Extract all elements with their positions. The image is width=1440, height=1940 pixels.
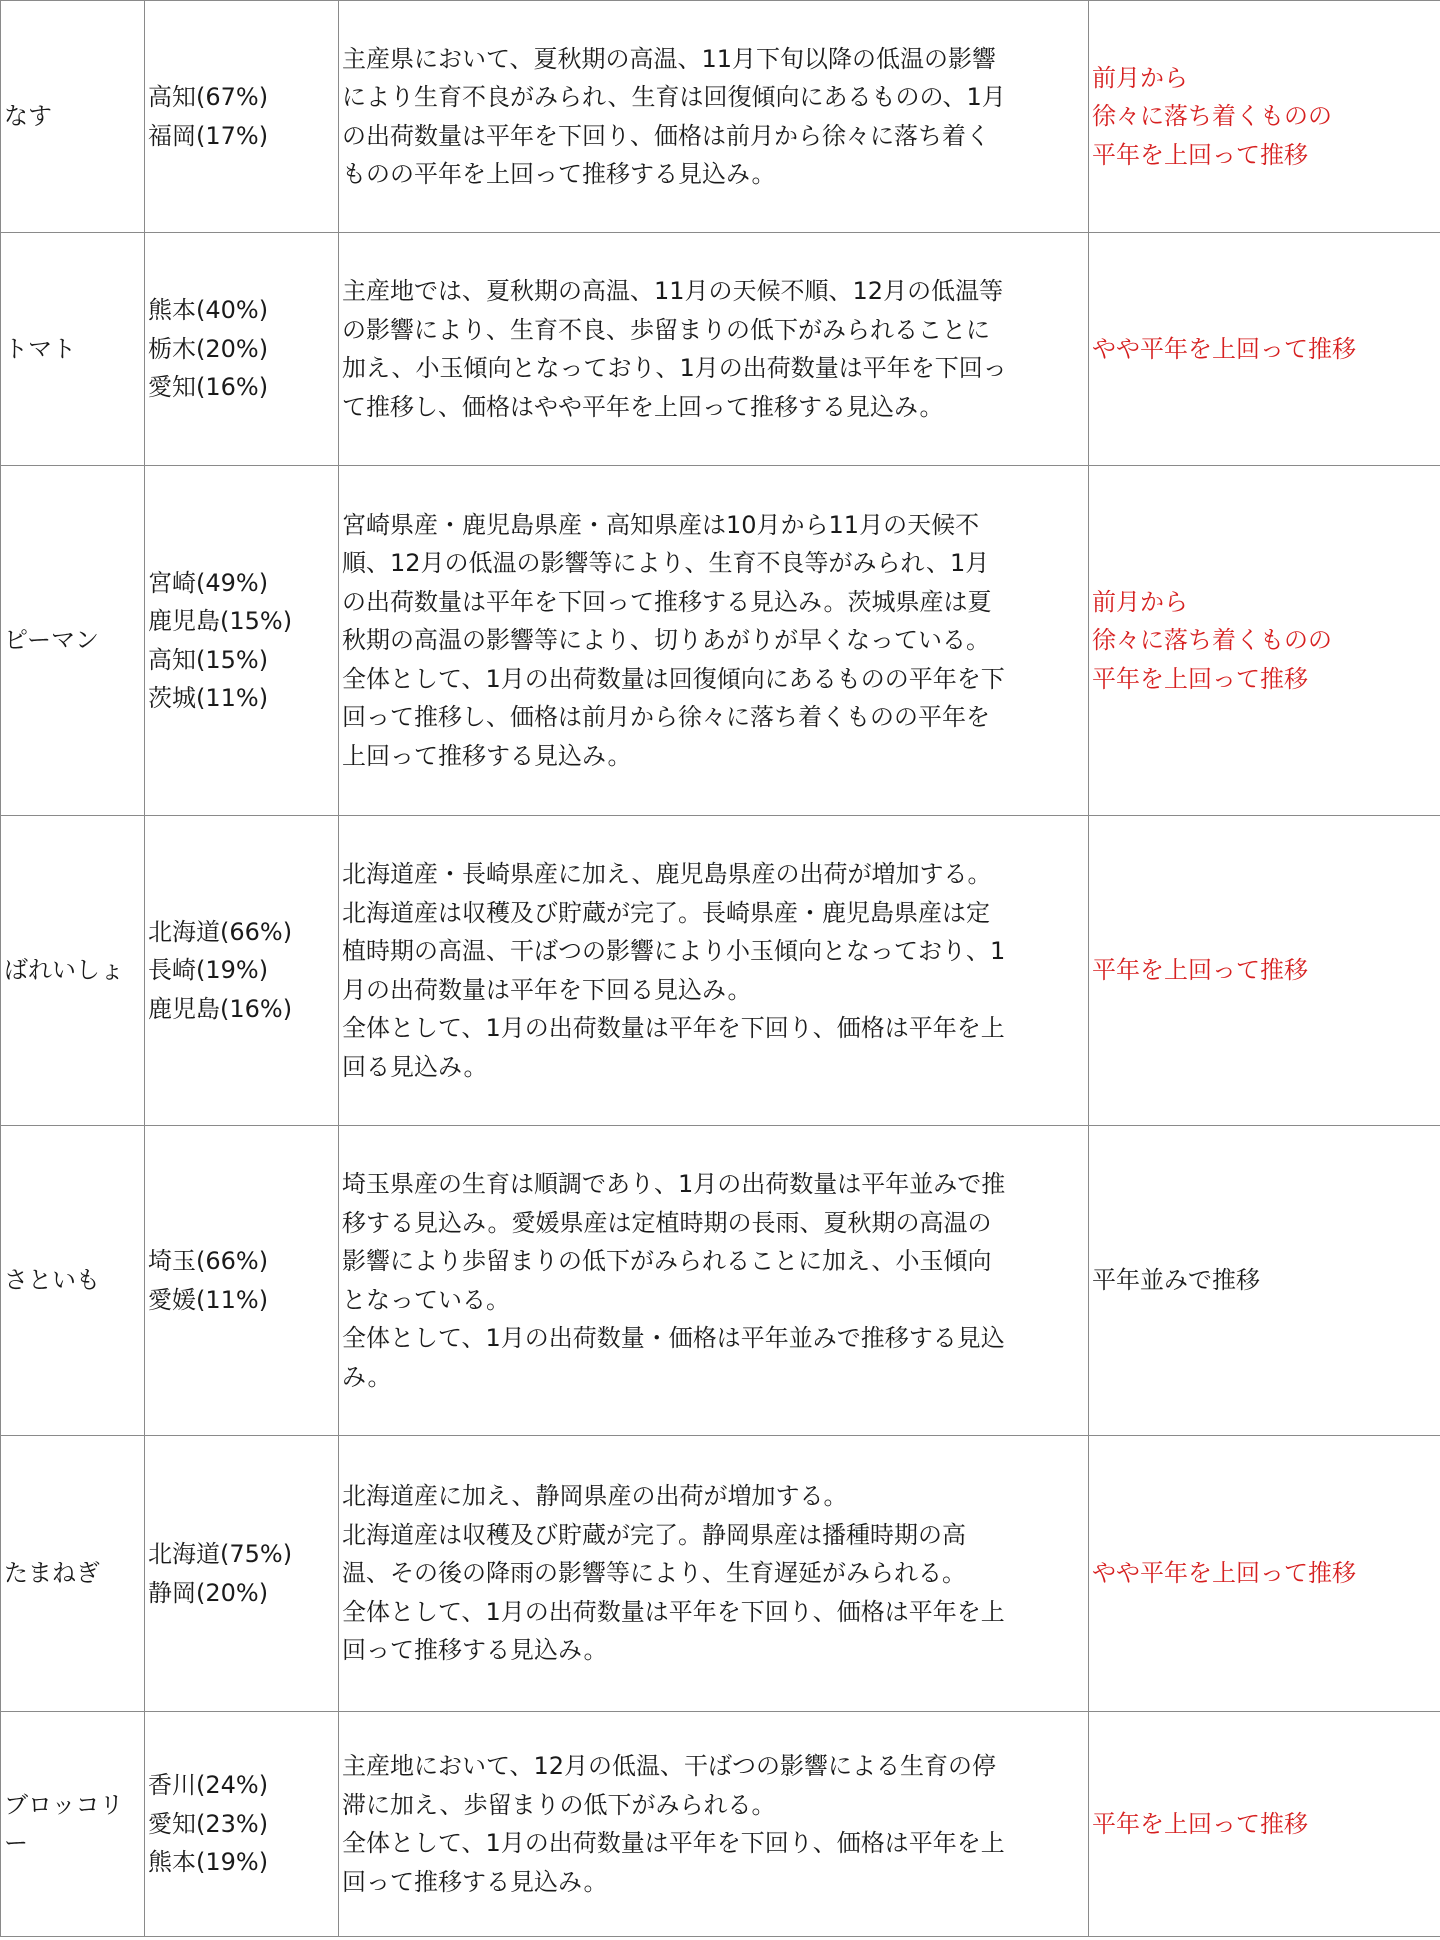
outlook-text: 平年を上回って推移 xyxy=(1092,956,1308,985)
table-row xyxy=(1,1126,1440,1436)
table-row xyxy=(1,466,1440,816)
area-share: 鹿児島(15%) xyxy=(148,607,293,635)
production-areas xyxy=(145,1436,339,1712)
price-outlook xyxy=(1089,1126,1440,1436)
production-areas xyxy=(145,1,339,233)
outlook-text: やや平年を上回って推移 xyxy=(1092,334,1356,363)
area-share: 鹿児島(16%) xyxy=(148,994,293,1023)
production-areas xyxy=(145,466,339,816)
vegetable-name: たまねぎ xyxy=(1,1436,145,1712)
outlook-text: やや平年を上回って推移 xyxy=(1092,1559,1356,1588)
area-share: 愛知(23%) xyxy=(148,1809,269,1838)
vegetable-name: なす xyxy=(1,1,145,233)
price-outlook xyxy=(1089,1712,1440,1937)
situation-description xyxy=(339,1,1089,233)
production-areas xyxy=(145,816,339,1126)
area-share: 茨城(11%) xyxy=(148,684,269,712)
price-outlook xyxy=(1089,816,1440,1126)
price-outlook xyxy=(1089,233,1440,466)
description-text: 主産地において、12月の低温、干ばつの影響による生育の停 滞に加え、歩留まりの低下がみられる。 全体として、1月の出荷数量は平年を下回り、価格は平年を上 回って推移する見込み。 xyxy=(342,1752,1005,1896)
vegetable-name: さといも xyxy=(1,1126,145,1436)
description-text: 埼玉県産の生育は順調であり、1月の出荷数量は平年並みで推 移する見込み。愛媛県産は定植時期の長雨、夏秋期の高温の 影響により歩留まりの低下がみられることに加え、小玉傾向 となっている。 全体として、1月の出荷数量・価格は平年並みで推移する見込 み。 xyxy=(342,1170,1006,1391)
table-row xyxy=(1,816,1440,1126)
production-areas xyxy=(145,233,339,466)
vegetable-name: ブロッコリー xyxy=(1,1712,145,1937)
area-share: 北海道(66%) xyxy=(148,917,293,946)
area-share: 静岡(20%) xyxy=(148,1578,269,1607)
area-share: 香川(24%) xyxy=(148,1771,269,1800)
area-share: 埼玉(66%) xyxy=(148,1247,269,1275)
description-text: 主産地では、夏秋期の高温、11月の天候不順、12月の低温等 の影響により、生育不良、歩留まりの低下がみられることに 加え、小玉傾向となっており、1月の出荷数量は平年を下回っ て推移し、価格はやや平年を上回って推移する見込み。 xyxy=(342,277,1007,421)
area-share: 宮崎(49%) xyxy=(148,568,269,597)
description-text: 北海道産・長崎県産に加え、鹿児島県産の出荷が増加する。 北海道産は収穫及び貯蔵が完了。長崎県産・鹿児島県産は定 植時期の高温、干ばつの影響により小玉傾向となっており、1 月の出荷数量は平年を下回る見込み。 全体として、1月の出荷数量は平年を下回り、価格は平年を上 回る見込み。 xyxy=(342,860,1006,1081)
price-outlook xyxy=(1089,1436,1440,1712)
area-share: 愛媛(11%) xyxy=(148,1285,269,1314)
area-share: 熊本(40%) xyxy=(148,296,269,325)
production-areas xyxy=(145,1712,339,1937)
outlook-text: 平年を上回って推移 xyxy=(1092,140,1308,169)
outlook-text: 平年を上回って推移 xyxy=(1092,664,1308,693)
situation-description xyxy=(339,466,1089,816)
situation-description xyxy=(339,816,1089,1126)
area-share: 高知(15%) xyxy=(148,645,269,674)
description-text: 北海道産に加え、静岡県産の出荷が増加する。 北海道産は収穫及び貯蔵が完了。静岡県産は播種時期の高 温、その後の降雨の影響等により、生育遅延がみられる。 全体として、1月の出荷数量は平年を下回り、価格は平年を上 回って推移する見込み。 xyxy=(342,1482,1005,1665)
area-share: 熊本(19%) xyxy=(148,1848,269,1877)
table-row xyxy=(1,1436,1440,1712)
outlook-text: 前月から xyxy=(1092,63,1188,92)
situation-description xyxy=(339,1712,1089,1937)
area-share: 福岡(17%) xyxy=(148,121,269,150)
price-outlook xyxy=(1089,466,1440,816)
area-share: 栃木(20%) xyxy=(148,334,269,363)
outlook-text: 前月から xyxy=(1092,587,1188,616)
table-row xyxy=(1,233,1440,466)
outlook-text: 平年並みで推移 xyxy=(1092,1266,1260,1295)
price-outlook xyxy=(1089,1,1440,233)
table-row xyxy=(1,1,1440,233)
vegetable-name: トマト xyxy=(1,233,145,466)
situation-description xyxy=(339,1436,1089,1712)
description-text: 主産県において、夏秋期の高温、11月下旬以降の低温の影響 により生育不良がみられ、生育は回復傾向にあるものの、1月 の出荷数量は平年を下回り、価格は前月から徐々に落ち着く ものの平年を上回って推移する見込み。 xyxy=(342,44,1006,188)
vegetable-name: ピーマン xyxy=(1,466,145,816)
production-areas xyxy=(145,1126,339,1436)
situation-description xyxy=(339,233,1089,466)
outlook-text: 徐々に落ち着くものの xyxy=(1092,102,1332,131)
area-share: 長崎(19%) xyxy=(148,956,269,985)
outlook-text: 平年を上回って推移 xyxy=(1092,1809,1308,1838)
area-share: 北海道(75%) xyxy=(148,1540,293,1568)
vegetable-name: ばれいしょ xyxy=(1,816,145,1126)
situation-description xyxy=(339,1126,1089,1436)
area-share: 高知(67%) xyxy=(148,83,269,111)
area-share: 愛知(16%) xyxy=(148,373,269,402)
table-body xyxy=(1,1,1440,1937)
description-text: 宮崎県産・鹿児島県産・高知県産は10月から11月の天候不 順、12月の低温の影響等により、生育不良等がみられ、1月 の出荷数量は平年を下回って推移する見込み。茨城県産は夏 秋期の高温の影響等により、切りあがりが早くなっている。 全体として、1月の出荷数量は回復傾向にあるものの平年を下 回って推移し、価格は前月から徐々に落ち着くものの平年を 上回って推移する見込み。 xyxy=(342,510,1005,770)
table-row xyxy=(1,1712,1440,1937)
outlook-text: 徐々に落ち着くものの xyxy=(1092,626,1332,655)
